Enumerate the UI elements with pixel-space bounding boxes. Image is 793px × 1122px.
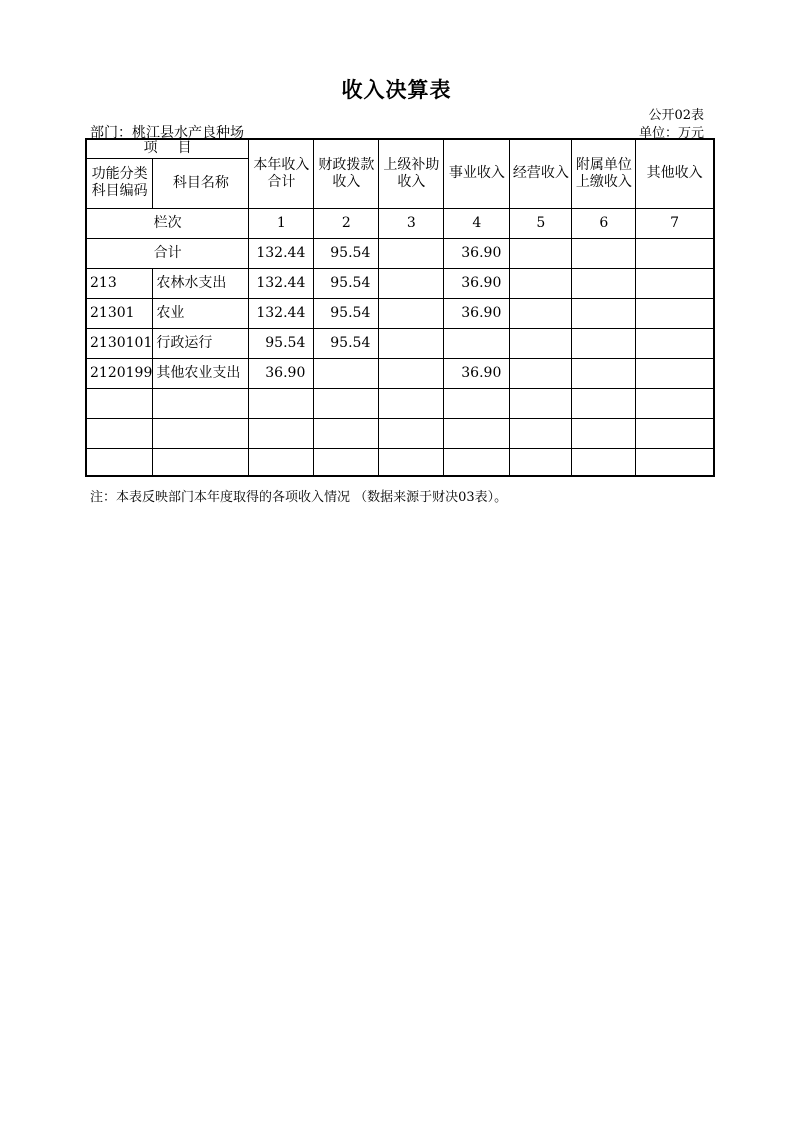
header-name: 科目名称 xyxy=(153,158,249,208)
header-col-1: 本年收入合计 xyxy=(249,139,314,208)
subject-code xyxy=(86,448,153,476)
amount-cell xyxy=(444,388,510,418)
footnote: 注：本表反映部门本年度取得的各项收入情况 （数据来源于财决03表）。 xyxy=(90,490,508,505)
amount-cell xyxy=(572,298,636,328)
amount-cell xyxy=(379,388,444,418)
form-number: 公开02表 xyxy=(648,108,704,123)
total-row xyxy=(86,238,714,268)
page-title: 收入决算表 xyxy=(341,77,452,102)
total-value: 36.90 xyxy=(444,238,510,268)
subject-code: 213 xyxy=(86,268,153,298)
table-row xyxy=(86,448,714,476)
amount-cell: 132.44 xyxy=(249,268,314,298)
column-index: 3 xyxy=(379,208,444,238)
amount-cell xyxy=(249,448,314,476)
header-col-3: 上级补助收入 xyxy=(379,139,444,208)
subject-name xyxy=(153,418,249,448)
amount-cell xyxy=(314,418,379,448)
subject-name xyxy=(153,388,249,418)
column-index: 4 xyxy=(444,208,510,238)
amount-cell xyxy=(510,418,572,448)
header-col-7: 其他收入 xyxy=(636,139,714,208)
department-label: 部门：桃江县水产良种场 xyxy=(90,125,244,141)
amount-cell: 95.54 xyxy=(314,328,379,358)
table-row xyxy=(86,418,714,448)
total-value xyxy=(510,238,572,268)
table-row xyxy=(86,268,714,298)
header-item: 项目 xyxy=(86,139,249,158)
header-code: 功能分类科目编码 xyxy=(86,158,153,208)
amount-cell xyxy=(249,418,314,448)
amount-cell xyxy=(379,358,444,388)
amount-cell: 95.54 xyxy=(314,298,379,328)
amount-cell xyxy=(572,448,636,476)
amount-cell xyxy=(572,418,636,448)
subject-name xyxy=(153,448,249,476)
amount-cell xyxy=(510,328,572,358)
amount-cell xyxy=(510,448,572,476)
total-value xyxy=(379,238,444,268)
column-index-label: 栏次 xyxy=(86,208,249,238)
header-col-6: 附属单位上缴收入 xyxy=(572,139,636,208)
total-value: 132.44 xyxy=(249,238,314,268)
amount-cell xyxy=(636,388,714,418)
amount-cell xyxy=(379,298,444,328)
amount-cell xyxy=(636,328,714,358)
column-index: 6 xyxy=(572,208,636,238)
subject-code xyxy=(86,418,153,448)
amount-cell: 95.54 xyxy=(314,268,379,298)
subject-code xyxy=(86,388,153,418)
subject-code: 2120199 xyxy=(86,358,153,388)
total-value xyxy=(572,238,636,268)
table-row xyxy=(86,298,714,328)
amount-cell xyxy=(249,388,314,418)
amount-cell xyxy=(510,358,572,388)
amount-cell xyxy=(636,418,714,448)
amount-cell: 36.90 xyxy=(249,358,314,388)
table-row xyxy=(86,358,714,388)
header-row-top xyxy=(86,139,714,158)
amount-cell xyxy=(572,328,636,358)
amount-cell xyxy=(636,298,714,328)
header-col-5: 经营收入 xyxy=(510,139,572,208)
header-col-4: 事业收入 xyxy=(444,139,510,208)
table-row xyxy=(86,328,714,358)
column-index: 5 xyxy=(510,208,572,238)
amount-cell xyxy=(314,358,379,388)
subject-name: 行政运行 xyxy=(153,328,249,358)
amount-cell xyxy=(314,448,379,476)
total-value: 95.54 xyxy=(314,238,379,268)
amount-cell: 36.90 xyxy=(444,298,510,328)
amount-cell xyxy=(572,358,636,388)
amount-cell xyxy=(379,448,444,476)
column-index: 2 xyxy=(314,208,379,238)
subject-name: 其他农业支出 xyxy=(153,358,249,388)
amount-cell xyxy=(444,448,510,476)
subject-code: 21301 xyxy=(86,298,153,328)
column-index: 1 xyxy=(249,208,314,238)
amount-cell xyxy=(636,358,714,388)
amount-cell xyxy=(379,418,444,448)
amount-cell: 36.90 xyxy=(444,358,510,388)
amount-cell xyxy=(636,448,714,476)
amount-cell xyxy=(510,298,572,328)
subject-name: 农业 xyxy=(153,298,249,328)
amount-cell xyxy=(444,418,510,448)
amount-cell xyxy=(379,328,444,358)
subject-name: 农林水支出 xyxy=(153,268,249,298)
subject-code: 2130101 xyxy=(86,328,153,358)
income-table xyxy=(85,138,715,477)
amount-cell xyxy=(572,268,636,298)
amount-cell xyxy=(510,388,572,418)
total-label: 合计 xyxy=(86,238,249,268)
table-row xyxy=(86,388,714,418)
column-index-row xyxy=(86,208,714,238)
total-value xyxy=(636,238,714,268)
column-index: 7 xyxy=(636,208,714,238)
unit-label: 单位：万元 xyxy=(638,126,704,141)
amount-cell xyxy=(444,328,510,358)
amount-cell: 36.90 xyxy=(444,268,510,298)
amount-cell xyxy=(636,268,714,298)
amount-cell xyxy=(379,268,444,298)
amount-cell xyxy=(314,388,379,418)
amount-cell xyxy=(572,388,636,418)
amount-cell: 132.44 xyxy=(249,298,314,328)
amount-cell xyxy=(510,268,572,298)
amount-cell: 95.54 xyxy=(249,328,314,358)
header-col-2: 财政拨款收入 xyxy=(314,139,379,208)
